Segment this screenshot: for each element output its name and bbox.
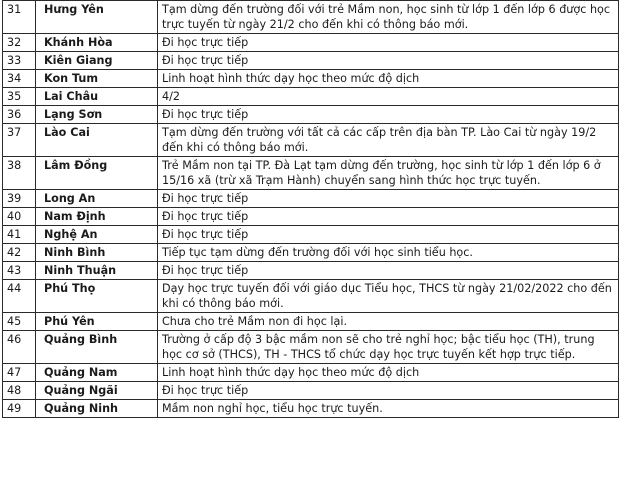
row-number-cell: 35 bbox=[3, 88, 36, 106]
school-status-note-cell: 4/2 bbox=[158, 88, 619, 106]
province-name-cell: Lâm Đồng bbox=[36, 157, 158, 190]
table-row bbox=[3, 88, 619, 106]
school-status-note-cell: Linh hoạt hình thức dạy học theo mức độ dịch bbox=[158, 70, 619, 88]
row-number-cell: 44 bbox=[3, 280, 36, 313]
row-number-cell: 33 bbox=[3, 52, 36, 70]
row-number-cell: 31 bbox=[3, 1, 36, 34]
row-number-cell: 42 bbox=[3, 244, 36, 262]
table-row bbox=[3, 280, 619, 313]
school-status-note-cell: Đi học trực tiếp bbox=[158, 382, 619, 400]
table-row bbox=[3, 52, 619, 70]
school-status-note-cell: Trẻ Mầm non tại TP. Đà Lạt tạm dừng đến trường, học sinh từ lớp 1 đến lớp 6 ở 15/16 xã (trừ xã Trạm Hành) chuyển sang hình thức học trực tuyến. bbox=[158, 157, 619, 190]
province-name-cell: Lào Cai bbox=[36, 124, 158, 157]
table-row bbox=[3, 1, 619, 34]
school-status-note-cell: Đi học trực tiếp bbox=[158, 52, 619, 70]
school-status-note-cell: Đi học trực tiếp bbox=[158, 226, 619, 244]
row-number-cell: 38 bbox=[3, 157, 36, 190]
row-number-cell: 48 bbox=[3, 382, 36, 400]
province-name-cell: Quảng Ninh bbox=[36, 400, 158, 418]
school-status-note-cell: Đi học trực tiếp bbox=[158, 106, 619, 124]
province-name-cell: Nam Định bbox=[36, 208, 158, 226]
table-row bbox=[3, 190, 619, 208]
table-row bbox=[3, 34, 619, 52]
school-status-note-cell: Đi học trực tiếp bbox=[158, 190, 619, 208]
row-number-cell: 45 bbox=[3, 313, 36, 331]
row-number-cell: 46 bbox=[3, 331, 36, 364]
school-status-note-cell: Trường ở cấp độ 3 bậc mầm non sẽ cho trẻ nghỉ học; bậc tiểu học (TH), trung học cơ sở (THCS), TH - THCS tổ chức dạy học trực tuyến kết hợp trực tiếp. bbox=[158, 331, 619, 364]
table-row bbox=[3, 364, 619, 382]
table-row bbox=[3, 106, 619, 124]
table-row bbox=[3, 313, 619, 331]
school-status-note-cell: Linh hoạt hình thức dạy học theo mức độ dịch bbox=[158, 364, 619, 382]
province-name-cell: Phú Yên bbox=[36, 313, 158, 331]
row-number-cell: 36 bbox=[3, 106, 36, 124]
province-name-cell: Phú Thọ bbox=[36, 280, 158, 313]
row-number-cell: 47 bbox=[3, 364, 36, 382]
table-row bbox=[3, 124, 619, 157]
province-name-cell: Hưng Yên bbox=[36, 1, 158, 34]
province-name-cell: Ninh Bình bbox=[36, 244, 158, 262]
school-status-note-cell: Đi học trực tiếp bbox=[158, 262, 619, 280]
row-number-cell: 37 bbox=[3, 124, 36, 157]
school-status-note-cell: Mầm non nghỉ học, tiểu học trực tuyến. bbox=[158, 400, 619, 418]
table-row bbox=[3, 331, 619, 364]
province-name-cell: Quảng Nam bbox=[36, 364, 158, 382]
table-row bbox=[3, 226, 619, 244]
row-number-cell: 40 bbox=[3, 208, 36, 226]
table-row bbox=[3, 70, 619, 88]
school-status-note-cell: Tạm dừng đến trường với tất cả các cấp trên địa bàn TP. Lào Cai từ ngày 19/2 đến khi có thông báo mới. bbox=[158, 124, 619, 157]
school-status-note-cell: Chưa cho trẻ Mầm non đi học lại. bbox=[158, 313, 619, 331]
province-school-status-table bbox=[2, 0, 619, 418]
school-status-note-cell: Đi học trực tiếp bbox=[158, 208, 619, 226]
province-name-cell: Quảng Bình bbox=[36, 331, 158, 364]
school-status-note-cell: Đi học trực tiếp bbox=[158, 34, 619, 52]
school-status-note-cell: Tạm dừng đến trường đối với trẻ Mầm non, học sinh từ lớp 1 đến lớp 6 được học trực tuyến từ ngày 21/2 cho đến khi có thông báo mới. bbox=[158, 1, 619, 34]
table-row bbox=[3, 262, 619, 280]
row-number-cell: 41 bbox=[3, 226, 36, 244]
province-name-cell: Kiên Giang bbox=[36, 52, 158, 70]
row-number-cell: 49 bbox=[3, 400, 36, 418]
province-name-cell: Quảng Ngãi bbox=[36, 382, 158, 400]
province-name-cell: Ninh Thuận bbox=[36, 262, 158, 280]
province-name-cell: Nghệ An bbox=[36, 226, 158, 244]
table-body bbox=[3, 1, 619, 418]
school-status-note-cell: Dạy học trực tuyến đối với giáo dục Tiểu học, THCS từ ngày 21/02/2022 cho đến khi có thông báo mới. bbox=[158, 280, 619, 313]
province-name-cell: Long An bbox=[36, 190, 158, 208]
table-row bbox=[3, 400, 619, 418]
province-name-cell: Khánh Hòa bbox=[36, 34, 158, 52]
school-status-note-cell: Tiếp tục tạm dừng đến trường đối với học sinh tiểu học. bbox=[158, 244, 619, 262]
table-row bbox=[3, 382, 619, 400]
row-number-cell: 43 bbox=[3, 262, 36, 280]
row-number-cell: 39 bbox=[3, 190, 36, 208]
row-number-cell: 32 bbox=[3, 34, 36, 52]
province-name-cell: Kon Tum bbox=[36, 70, 158, 88]
province-name-cell: Lai Châu bbox=[36, 88, 158, 106]
province-name-cell: Lạng Sơn bbox=[36, 106, 158, 124]
table-row bbox=[3, 157, 619, 190]
row-number-cell: 34 bbox=[3, 70, 36, 88]
table-row bbox=[3, 208, 619, 226]
table-row bbox=[3, 244, 619, 262]
